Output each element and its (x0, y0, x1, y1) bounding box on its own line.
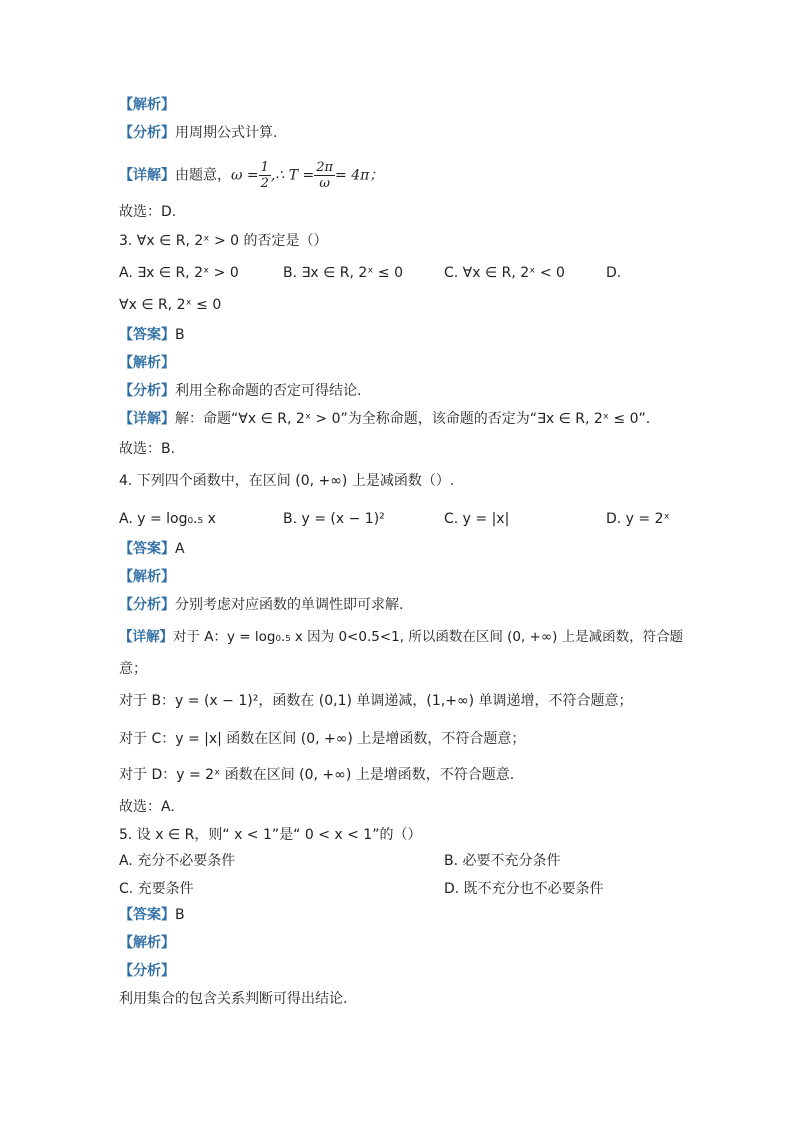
guxuan-q4: 故选：A. (119, 799, 175, 815)
q4-line-c: 对于 C：y = |x| 函数在区间 (0, +∞) 上是增函数，不符合题意； (119, 731, 526, 747)
q4-fenxi: 【分析】分别考虑对应函数的单调性即可求解. (119, 597, 404, 613)
q5-fenxi-body: 利用集合的包含关系判断可得出结论. (119, 991, 348, 1007)
q5-answer: 【答案】B (119, 907, 185, 923)
q3-option-a: A. ∃x ∈ R, 2ˣ > 0 (119, 265, 239, 281)
q4-option-d: D. y = 2ˣ (606, 511, 670, 527)
q3-option-d-cont: ∀x ∈ R, 2ˣ ≤ 0 (119, 297, 222, 313)
q4-option-a: A. y = log₀.₅ x (119, 511, 216, 527)
q3-option-d: D. (606, 265, 622, 281)
q4-answer: 【答案】A (119, 541, 185, 557)
q3-xiangjie: 【详解】解：命题“∀x ∈ R, 2ˣ > 0”为全称命题，该命题的否定为“∃x ∈ R, 2ˣ ≤ 0”. (119, 411, 651, 427)
q4-xiangjie: 【详解】对于 A：y = log₀.₅ x 因为 0<0.5<1, 所以函数在区间 (0, +∞) 上是减函数，符合题 (119, 629, 684, 645)
xiangjie-line-q2: 【详解】由题意，ω = $\frac{1}{2}$ ,∴ T = $\frac{2\pi}{\omega}$ = 4π； (119, 160, 384, 191)
fenxi-line-q2: 【分析】用周期公式计算. (119, 125, 278, 141)
q3-answer: 【答案】B (119, 327, 185, 343)
q4-line-b: 对于 B：y = (x − 1)²，函数在 (0,1) 单调递减，(1,+∞) 单调递增，不符合题意； (119, 693, 633, 709)
q5-fenxi: 【分析】 (119, 963, 175, 979)
guxuan-q2: 故选：D. (119, 204, 177, 220)
q5-option-c: C. 充要条件 (119, 881, 194, 897)
fraction-one-half: $\frac{1}{2}$ (260, 160, 269, 191)
q5-option-d: D. 既不充分也不必要条件 (444, 881, 604, 897)
q5-option-a: A. 充分不必要条件 (119, 853, 236, 869)
guxuan-q3: 故选：B. (119, 441, 176, 457)
q3-jiexi: 【解析】 (119, 355, 175, 371)
q3-option-c: C. ∀x ∈ R, 2ˣ < 0 (444, 265, 565, 281)
q4-option-c: C. y = |x| (444, 511, 510, 527)
q4-jiexi: 【解析】 (119, 569, 175, 585)
fraction-two-pi-over-omega: $\frac{2\pi}{\omega}$ (316, 160, 334, 191)
q3-option-b: B. ∃x ∈ R, 2ˣ ≤ 0 (283, 265, 404, 281)
jiexi-heading-q2: 【解析】 (119, 97, 175, 113)
q4-stem: 4. 下列四个函数中，在区间 (0, +∞) 上是减函数（）. (119, 473, 455, 489)
q3-stem: 3. ∀x ∈ R, 2ˣ > 0 的否定是（） (119, 233, 328, 249)
q4-line-d: 对于 D：y = 2ˣ 函数在区间 (0, +∞) 上是增函数，不符合题意. (119, 767, 515, 783)
q5-stem: 5. 设 x ∈ R，则“ x < 1”是“ 0 < x < 1”的（） (119, 827, 422, 843)
q5-option-b: B. 必要不充分条件 (444, 853, 561, 869)
q4-option-b: B. y = (x − 1)² (283, 511, 385, 527)
q3-fenxi: 【分析】利用全称命题的否定可得结论. (119, 383, 362, 399)
q5-jiexi: 【解析】 (119, 935, 175, 951)
q4-xiangjie-cont: 意； (119, 661, 147, 677)
